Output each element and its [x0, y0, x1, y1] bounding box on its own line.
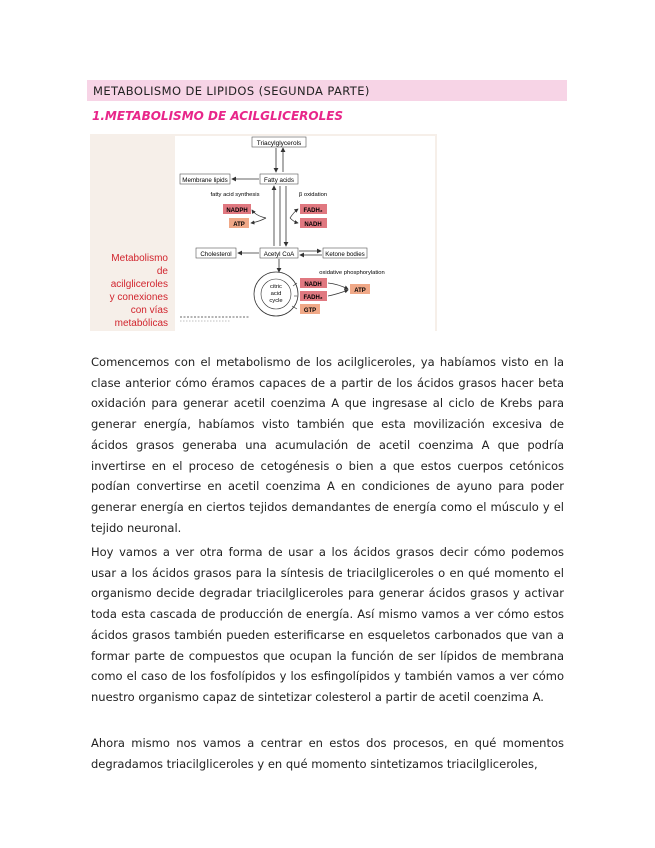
document-header: METABOLISMO DE LIPIDOS (SEGUNDA PARTE)	[93, 84, 370, 98]
caption-line: y conexiones	[109, 292, 168, 303]
caption-line: metabólicas	[114, 318, 168, 329]
paragraph-text: Comencemos con el metabolismo de los acilgliceroles, ya habíamos visto en la clase anterior cómo éramos capaces de a partir de los ácidos grasos hacer beta oxidación para generar acetil coenzima A que ingresase al ciclo de Krebs para generar energía, habíamos visto también que esta movilización excesiva de ácidos grasos generaba una acumulación de acetil coenzima A que podría invertirse en el proceso de cetogénesis o bien a que estos cuerpos cetónicos podían convertirse en acetil coenzima A en condiciones de ayuno para poder generar energía en ciertos tejidos demandantes de energía como el músculo y el tejido neuronal.	[91, 355, 564, 535]
metabolic-pathway-diagram	[90, 134, 437, 331]
paragraph-3	[91, 733, 564, 774]
oxidative-phosphorylation-label: oxidative phosphorylation	[319, 270, 385, 276]
cycle-label-3: cycle	[269, 298, 283, 304]
cycle-label-2: acid	[270, 291, 282, 297]
gtp-label: GTP	[303, 308, 317, 314]
paragraph-text: Ahora mismo nos vamos a centrar en estos dos procesos, en qué momentos degradamos triacilgliceroles y en qué momento sintetizamos triacilgliceroles,	[91, 736, 564, 771]
nadh-top-label: NADH	[304, 222, 322, 228]
caption-line: acilgliceroles	[110, 279, 168, 290]
caption-line: de	[156, 266, 168, 277]
caption-line: Metabolismo	[111, 253, 168, 264]
paragraph-1	[91, 352, 564, 538]
fadh2-bottom-label: FADH₂	[303, 295, 323, 301]
paragraph-2	[91, 542, 564, 708]
diagram-background	[175, 136, 435, 331]
paragraph-text: Hoy vamos a ver otra forma de usar a los ácidos grasos decir cómo podemos usar a los ácidos grasos para la síntesis de triacilgliceroles o en qué momento el organismo decide degradar triacilgliceroles para generar ácidos grasos y activar toda esta cascada de producción de energía. Así mismo vamos a ver cómo estos ácidos grasos también pueden esterificarse en esqueletos carbonados que van a formar parte de compuestos que ocupan la función de ser lípidos de membrana como el caso de los fosfolípidos y los esfingolípidos y también vamos a ver cómo nuestro organismo capaz de sintetizar colesterol a partir de acetil coenzima A.	[91, 545, 564, 704]
section-title: 1.METABOLISMO DE ACILGLICEROLES	[92, 109, 344, 123]
atp-left-label: ATP	[233, 222, 245, 228]
nadph-label: NADPH	[226, 208, 248, 214]
beta-oxidation-label: β oxidation	[298, 192, 328, 198]
triacylglycerols-label: Triacylglycerols	[256, 140, 302, 147]
cholesterol-label: Cholesterol	[200, 251, 232, 258]
membrane-lipids-label: Membrane lipids	[182, 177, 228, 184]
acetyl-coa-label: Acetyl CoA	[263, 251, 295, 258]
fatty-acid-synthesis-label: fatty acid synthesis	[210, 192, 260, 198]
ketone-bodies-label: Ketone bodies	[325, 251, 365, 258]
caption-line: con vías	[130, 305, 168, 316]
atp-right-label: ATP	[354, 288, 366, 294]
cycle-label-1: citric	[270, 284, 282, 290]
fadh2-top-label: FADH₂	[303, 208, 323, 214]
metabolism-figure	[90, 134, 437, 331]
fatty-acids-label: Fatty acids	[264, 177, 294, 184]
nadh-bottom-label: NADH	[304, 282, 322, 288]
